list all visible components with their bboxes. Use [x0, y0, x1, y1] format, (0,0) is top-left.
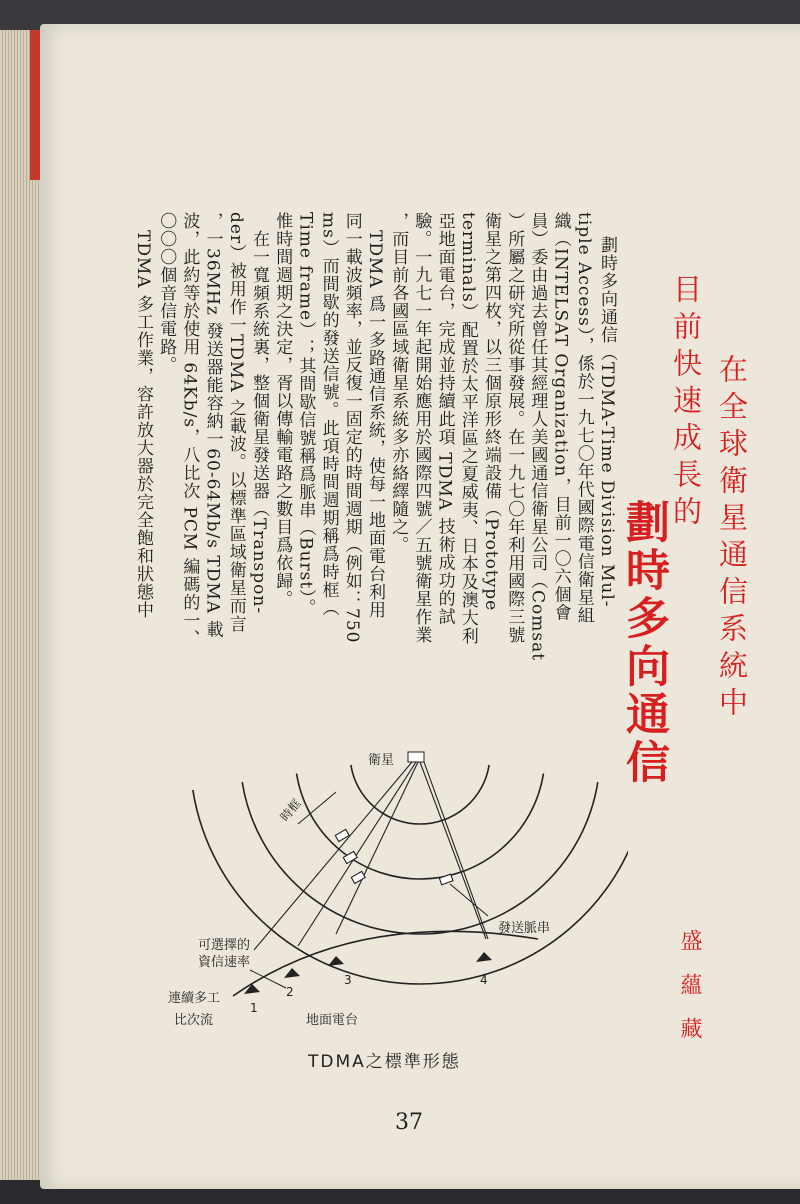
body-column: tiple Access），係於一九七〇年代國際電信衛星組 [573, 212, 594, 625]
body-column: 驗。一九七一年起開始應用於國際四號／五號衛星作業 [411, 212, 432, 644]
earth-label: 地面電台 [306, 1013, 359, 1028]
earth-surface [233, 931, 538, 996]
main-title: 劃時多向通信 [618, 499, 669, 787]
rate-label-1: 可選擇的 [198, 938, 251, 953]
page-number: 37 [395, 1110, 423, 1135]
signal-beams [254, 762, 488, 950]
satellite-label: 衛星 [368, 753, 395, 768]
body-column: 同一載波頻率，並反復一固定的時間週期（例如：750 [341, 212, 362, 644]
body-column: 劃時多向通信（TDMA-Time Division Mul- [597, 236, 617, 608]
mux-label-2: 比次流 [174, 1013, 214, 1028]
orbit-arc [193, 790, 628, 984]
burst-arrow [450, 884, 488, 916]
book-page [40, 24, 800, 1189]
body-column: terminals）配置於太平洋區之夏威夷、日本及澳大利 [457, 212, 478, 645]
body-column: ms）而間歇的發送信號。此項時間週期稱爲時框（ [318, 212, 339, 617]
station-1-label: 1 [250, 1001, 258, 1015]
rate-label-2: 資信速率 [198, 955, 251, 970]
orbit-arc [351, 765, 489, 824]
body-column: ）所屬之研究所從事發展。在一九七〇年利用國際三號 [504, 212, 525, 644]
station-4-label: 4 [480, 973, 488, 987]
author-name: 盛蘊藏 [677, 929, 702, 1061]
body-column: ，一36MHz 發送器能容納一60-64Mb/s TDMA 載 [202, 212, 223, 639]
tdma-diagram [158, 734, 628, 1074]
body-column: Time frame）；其間歇信號稱爲脈串（Burst）。 [295, 212, 316, 617]
title-line1: 在全球衛星通信系統中 [715, 354, 749, 724]
body-column: 亞地面電台，完成並持續此項 TDMA 技術成功的試 [434, 212, 455, 626]
diagram-caption: TDMA之標準形態 [308, 1052, 461, 1072]
frame-arrow [298, 792, 336, 824]
station-3-label: 3 [344, 973, 352, 987]
body-column: 織（INTELSAT Organization，目前一〇六個會 [550, 212, 571, 622]
body-column: TDMA 爲一多路通信系統，使每一地面電台利用 [365, 212, 385, 620]
body-column: 員）委由過去曾任其經理人美國通信衛星公司（Comsat [527, 212, 548, 662]
body-column: 〇〇〇個音信電路。 [156, 212, 177, 374]
body-column: TDMA 多工作業，容許放大器於完全飽和狀態中 [133, 212, 153, 620]
title-line2: 目前快速成長的 [669, 274, 703, 533]
mux-label-1: 連續多工 [168, 991, 221, 1006]
orbit-arc [297, 774, 544, 879]
frame-label: 時框 [277, 796, 304, 824]
body-column: ，而目前各國區域衛星系統多亦絡繹隨之。 [388, 212, 409, 554]
body-column: 在一寬頻系統裏，整個衛星發送器（Transpon- [249, 212, 269, 615]
body-column: 惟時間週期之決定，胥以傳輸電路之數目爲依歸。 [272, 212, 293, 608]
body-column: der）被用作一TDMA 之載波。以標準區域衛星而言 [225, 212, 246, 634]
burst-label: 發送脈串 [498, 921, 551, 936]
station-2-label: 2 [286, 985, 294, 999]
satellite-icon [408, 752, 424, 762]
body-column: 波，此約等於使用 64Kb/s，八比次 PCM 編碼的一、 [179, 212, 200, 648]
ground-stations [244, 952, 492, 994]
body-column: 衛星之第四枚，以三個原形終端設備（Prototype [481, 212, 501, 612]
